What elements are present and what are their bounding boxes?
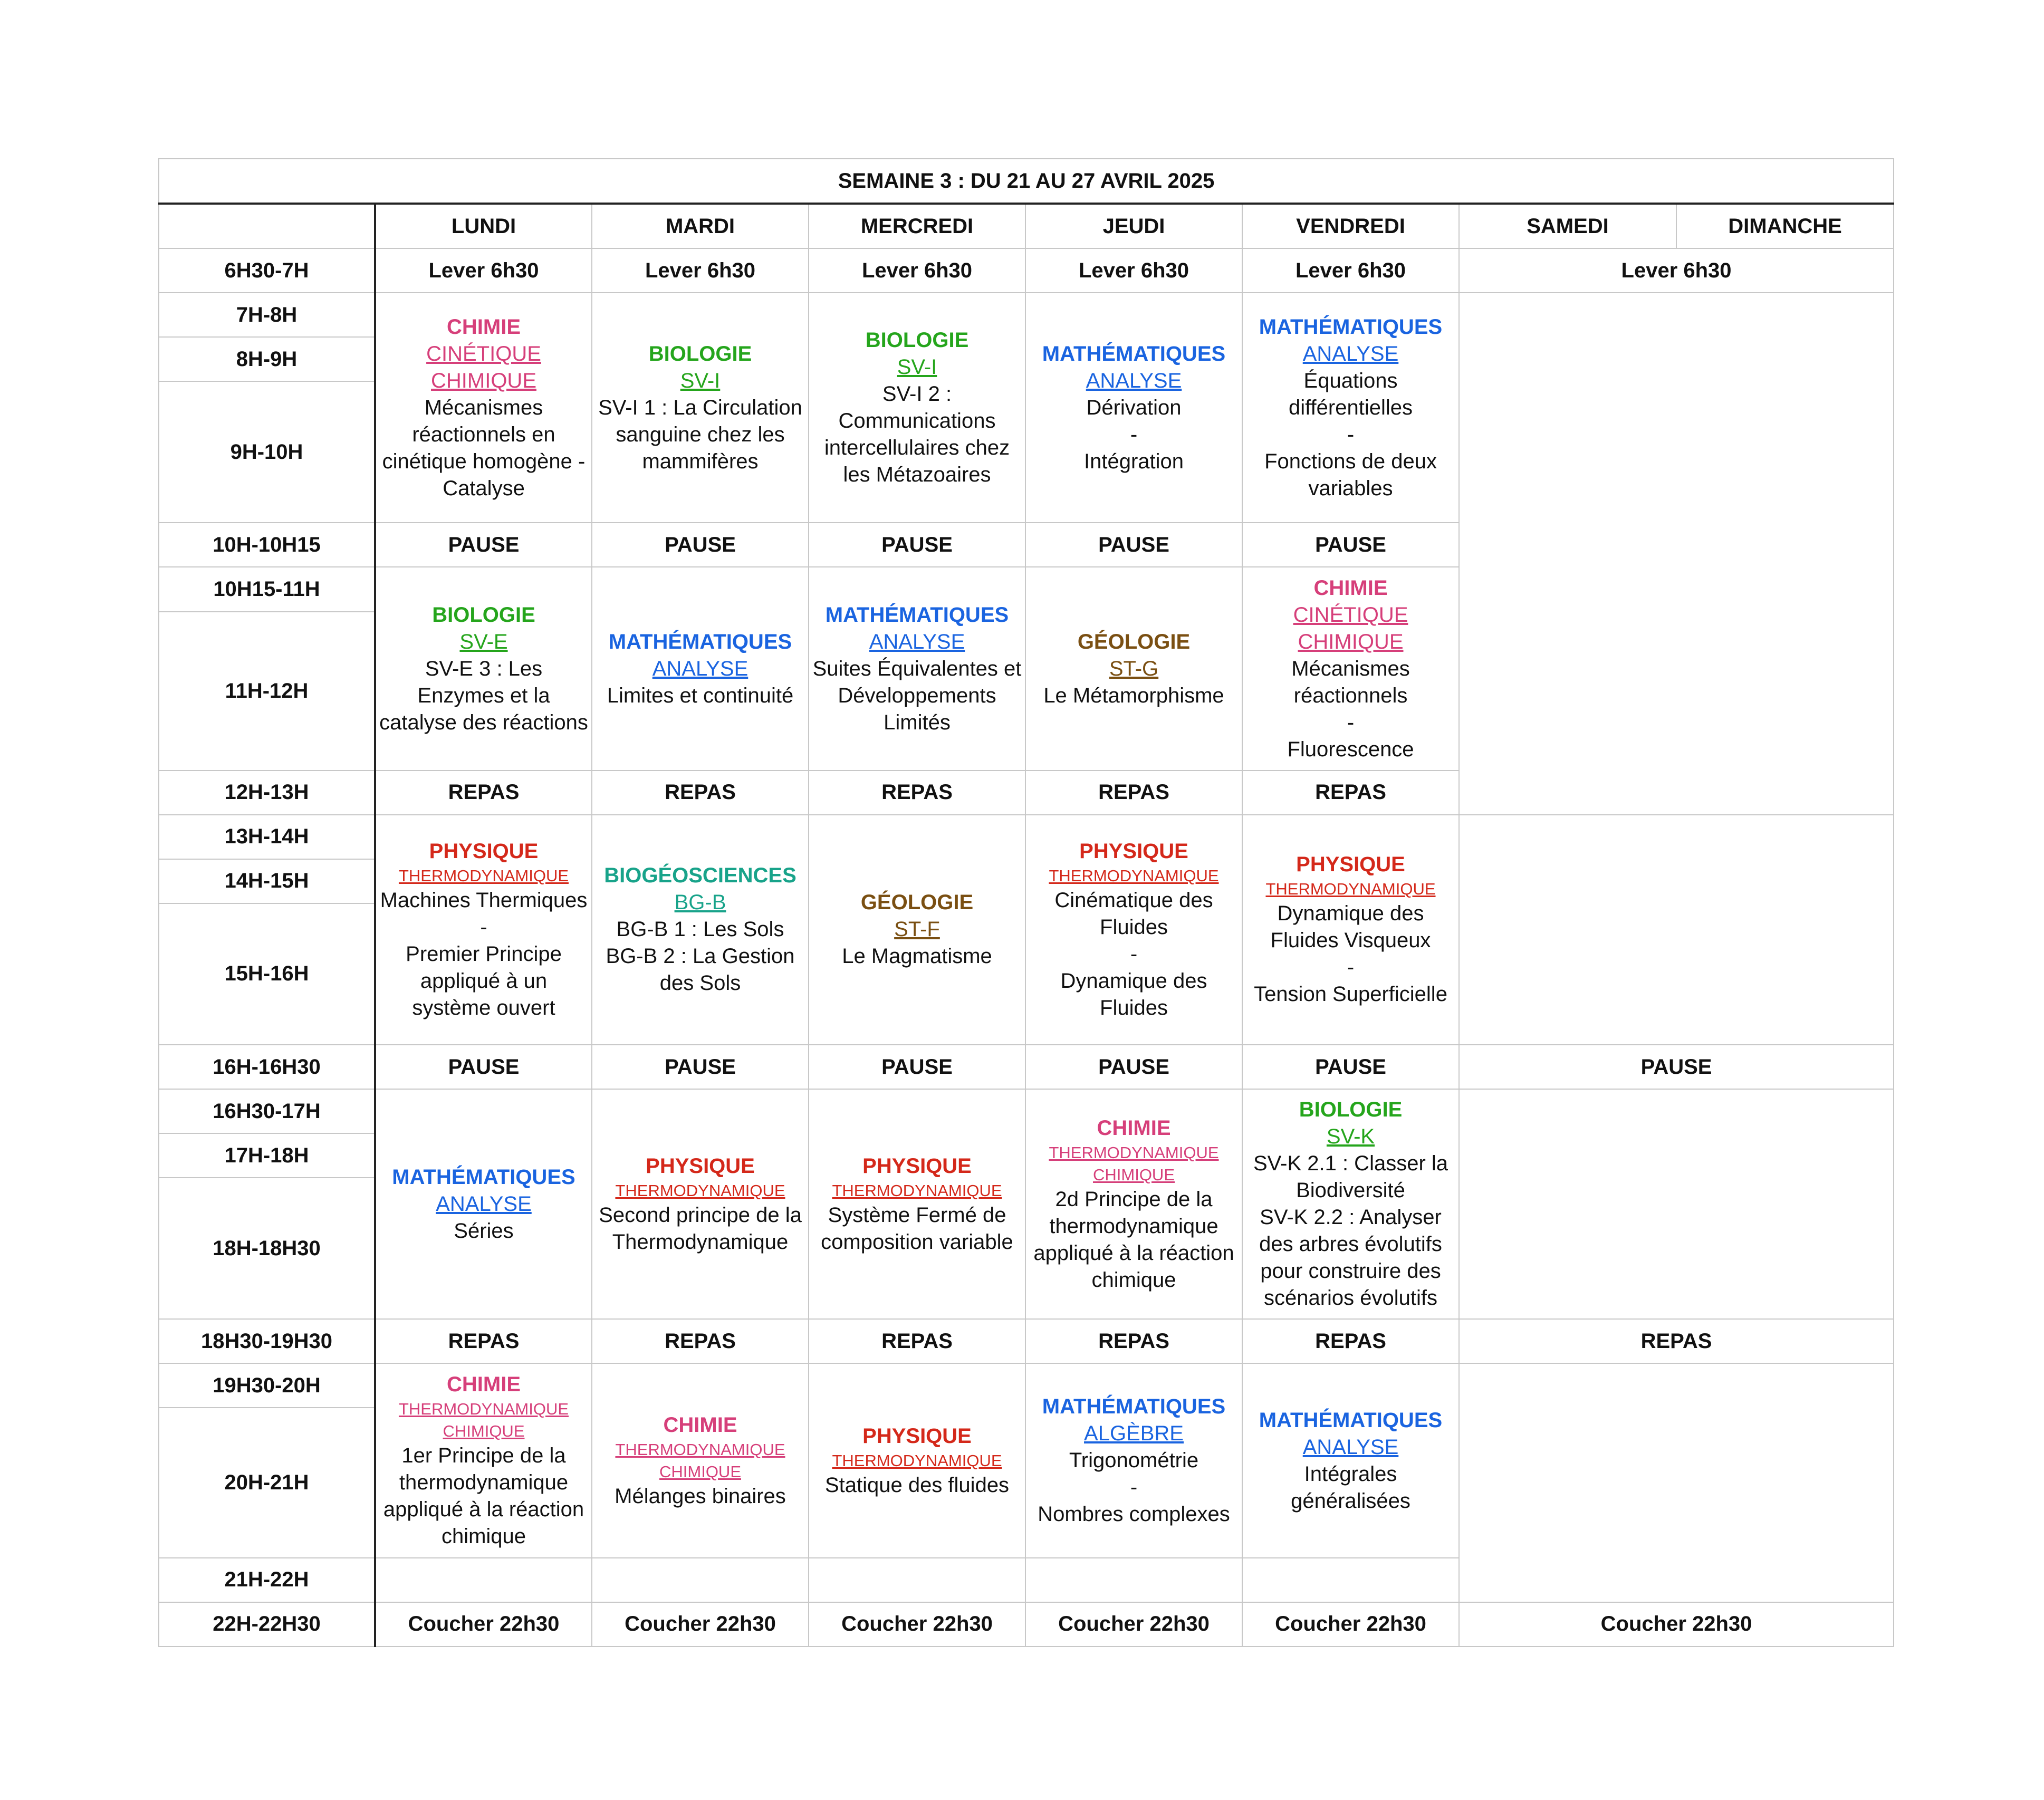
session-cell [592, 1363, 809, 1557]
session-description: - [1347, 956, 1355, 979]
event-cell: PAUSE [1025, 1045, 1242, 1089]
session-description: Intégrales généralisées [1291, 1462, 1410, 1513]
weekend-empty-cell [1459, 293, 1894, 815]
session-subject: PHYSIQUE [862, 1154, 972, 1178]
session-module: ANALYSE [652, 657, 748, 680]
session-subject: MATHÉMATIQUES [1259, 1408, 1443, 1432]
session-cell [592, 815, 809, 1045]
session-description: Fonctions de deux variables [1264, 449, 1437, 500]
schedule-row [159, 1319, 1894, 1363]
time-slot: 19H30-20H [159, 1363, 375, 1408]
session-module: ST-G [1109, 657, 1159, 680]
session-module: THERMODYNAMIQUE [615, 1181, 785, 1200]
event-cell: REPAS [1242, 1319, 1459, 1363]
empty-cell [592, 1558, 809, 1602]
session-description: Limites et continuité [607, 684, 794, 707]
session-description: - [1347, 422, 1355, 446]
event-cell: REPAS [375, 771, 592, 815]
session-cell [1025, 567, 1242, 770]
event-cell: PAUSE [375, 523, 592, 567]
session-description: BG-B 2 : La Gestion des Sols [606, 945, 795, 995]
session-subject: PHYSIQUE [1079, 839, 1188, 863]
session-description: BG-B 1 : Les Sols [616, 918, 784, 941]
session-description: Mécanismes réactionnels [1291, 657, 1410, 707]
session-description: Statique des fluides [824, 1473, 1010, 1497]
weekend-empty-cell [1459, 815, 1894, 1045]
event-cell: PAUSE [1242, 1045, 1459, 1089]
session-cell [1025, 815, 1242, 1045]
time-slot: 14H-15H [159, 859, 375, 903]
session-description: - [1347, 710, 1355, 734]
session-module: THERMODYNAMIQUE [832, 1451, 1002, 1470]
event-cell: PAUSE [592, 523, 809, 567]
session-subject: BIOGÉOSCIENCES [604, 864, 797, 888]
session-cell [1242, 293, 1459, 523]
session-subject: CHIMIE [447, 1373, 521, 1397]
weekend-empty-cell [1459, 1089, 1894, 1319]
empty-cell [809, 1558, 1025, 1602]
event-cell: PAUSE [375, 1045, 592, 1089]
session-description: Le Magmatisme [842, 945, 992, 968]
time-slot: 9H-10H [159, 381, 375, 523]
session-subject: MATHÉMATIQUES [1042, 342, 1226, 365]
schedule-row [159, 1602, 1894, 1647]
session-cell [809, 567, 1025, 770]
session-subject: BIOLOGIE [1299, 1098, 1403, 1122]
time-slot: 17H-18H [159, 1133, 375, 1178]
corner-cell [159, 204, 375, 248]
schedule-row [159, 1045, 1894, 1089]
day-header-lundi: LUNDI [375, 204, 592, 248]
day-header-dimanche: DIMANCHE [1676, 204, 1894, 248]
session-description: Équations différentielles [1289, 369, 1413, 419]
session-description: Machines Thermiques [380, 888, 588, 912]
session-subject: BIOLOGIE [648, 342, 752, 365]
session-description: Premier Principe appliqué à un système ouvert [406, 942, 562, 1019]
session-cell [1025, 1089, 1242, 1319]
session-description: SV-K 2.1 : Classer la Biodiversité [1253, 1152, 1448, 1202]
session-cell [375, 815, 592, 1045]
day-header-samedi: SAMEDI [1459, 204, 1676, 248]
event-cell: REPAS [592, 771, 809, 815]
weekend-event-cell: Coucher 22h30 [1459, 1602, 1894, 1647]
event-cell: Coucher 22h30 [1025, 1602, 1242, 1647]
session-description: SV-K 2.2 : Analyser des arbres évolutifs pour construire des scénarios évolutifs [1259, 1206, 1442, 1310]
time-slot: 13H-14H [159, 815, 375, 859]
event-cell: Coucher 22h30 [1242, 1602, 1459, 1647]
session-description: - [480, 915, 487, 939]
session-cell [375, 1089, 592, 1319]
time-slot: 6H30-7H [159, 248, 375, 293]
event-cell: REPAS [1025, 1319, 1242, 1363]
session-description: 2d Principe de la thermodynamique appliqué à la réaction chimique [1033, 1187, 1234, 1292]
session-module: THERMODYNAMIQUE [832, 1181, 1002, 1200]
session-module: THERMODYNAMIQUE [398, 866, 569, 885]
empty-cell [1242, 1558, 1459, 1602]
event-cell: Lever 6h30 [1025, 248, 1242, 293]
event-cell: Lever 6h30 [1242, 248, 1459, 293]
weekend-event-cell: REPAS [1459, 1319, 1894, 1363]
event-cell: PAUSE [1025, 523, 1242, 567]
session-module: ANALYSE [1086, 369, 1182, 392]
time-slot: 18H-18H30 [159, 1178, 375, 1319]
event-cell: Lever 6h30 [375, 248, 592, 293]
session-module: ST-F [894, 918, 940, 941]
session-module: SV-E [459, 630, 508, 653]
session-module: THERMODYNAMIQUE CHIMIQUE [1049, 1143, 1219, 1184]
session-description: Suites Équivalentes et Développements Limités [812, 657, 1022, 734]
session-cell [592, 567, 809, 770]
event-cell: PAUSE [809, 523, 1025, 567]
time-slot: 18H30-19H30 [159, 1319, 375, 1363]
session-cell [809, 1089, 1025, 1319]
time-slot: 20H-21H [159, 1408, 375, 1557]
session-description: Dérivation [1086, 396, 1182, 419]
empty-cell [375, 1558, 592, 1602]
session-module: ANALYSE [1302, 342, 1399, 365]
session-subject: MATHÉMATIQUES [825, 603, 1009, 627]
schedule-row [159, 248, 1894, 293]
event-cell: Lever 6h30 [809, 248, 1025, 293]
session-subject: GÉOLOGIE [1077, 630, 1191, 653]
time-slot: 16H-16H30 [159, 1045, 375, 1089]
session-module: CINÉTIQUE CHIMIQUE [426, 342, 541, 392]
session-subject: MATHÉMATIQUES [392, 1165, 575, 1189]
session-subject: PHYSIQUE [429, 839, 539, 863]
session-subject: BIOLOGIE [432, 603, 535, 627]
session-description: Nombres complexes [1038, 1503, 1230, 1526]
session-cell [592, 293, 809, 523]
event-cell: REPAS [375, 1319, 592, 1363]
time-slot: 21H-22H [159, 1558, 375, 1602]
empty-cell [1025, 1558, 1242, 1602]
session-subject: MATHÉMATIQUES [608, 630, 792, 653]
session-cell [375, 293, 592, 523]
time-slot: 8H-9H [159, 337, 375, 381]
session-subject: CHIMIE [447, 315, 521, 339]
time-slot: 22H-22H30 [159, 1602, 375, 1647]
day-header-vendredi: VENDREDI [1242, 204, 1459, 248]
session-description: Intégration [1083, 449, 1184, 473]
day-header-mercredi: MERCREDI [809, 204, 1025, 248]
schedule-row [159, 1363, 1894, 1408]
session-subject: GÉOLOGIE [860, 891, 974, 915]
session-description: Système Fermé de composition variable [821, 1203, 1013, 1254]
session-cell [375, 1363, 592, 1557]
time-slot: 16H30-17H [159, 1089, 375, 1133]
session-description: Tension Superficielle [1254, 983, 1447, 1006]
session-description: - [1130, 422, 1138, 446]
schedule-row [159, 1089, 1894, 1133]
session-module: SV-I [680, 369, 721, 392]
weekend-event-cell: Lever 6h30 [1459, 248, 1894, 293]
event-cell: REPAS [809, 1319, 1025, 1363]
event-cell: REPAS [1242, 771, 1459, 815]
weekend-event-cell: PAUSE [1459, 1045, 1894, 1089]
session-description: - [1130, 1476, 1138, 1499]
session-subject: PHYSIQUE [862, 1424, 972, 1448]
session-description: Séries [454, 1219, 514, 1243]
event-cell: REPAS [592, 1319, 809, 1363]
session-description: Dynamique des Fluides Visqueux [1270, 902, 1431, 952]
session-description: Dynamique des Fluides [1060, 969, 1207, 1019]
event-cell: REPAS [809, 771, 1025, 815]
session-subject: BIOLOGIE [865, 329, 969, 352]
session-module: ALGÈBRE [1084, 1422, 1184, 1446]
session-module: SV-I [897, 355, 937, 379]
event-cell: PAUSE [592, 1045, 809, 1089]
session-module: THERMODYNAMIQUE CHIMIQUE [615, 1440, 785, 1481]
session-cell [809, 1363, 1025, 1557]
session-subject: PHYSIQUE [1296, 853, 1405, 877]
time-slot: 10H15-11H [159, 567, 375, 611]
session-module: CINÉTIQUE CHIMIQUE [1293, 603, 1408, 653]
session-subject: CHIMIE [1097, 1116, 1171, 1140]
session-cell [1242, 1089, 1459, 1319]
days-header-row [159, 204, 1894, 248]
session-description: SV-E 3 : Les Enzymes et la catalyse des réactions [379, 657, 588, 734]
session-subject: MATHÉMATIQUES [1259, 315, 1443, 339]
schedule-title: SEMAINE 3 : DU 21 AU 27 AVRIL 2025 [159, 159, 1894, 204]
time-slot: 15H-16H [159, 903, 375, 1045]
session-cell [1242, 1363, 1459, 1557]
day-header-mardi: MARDI [592, 204, 809, 248]
session-module: ANALYSE [1302, 1435, 1399, 1459]
session-module: BG-B [674, 891, 726, 915]
session-cell [809, 293, 1025, 523]
session-description: Mélanges binaires [615, 1484, 786, 1508]
session-cell [1025, 1363, 1242, 1557]
event-cell: Coucher 22h30 [809, 1602, 1025, 1647]
session-description: Mécanismes réactionnels en cinétique homogène - Catalyse [382, 396, 586, 500]
session-description: Second principe de la Thermodynamique [599, 1203, 802, 1254]
session-cell [375, 567, 592, 770]
day-header-jeudi: JEUDI [1025, 204, 1242, 248]
session-module: SV-K [1326, 1125, 1375, 1149]
session-subject: CHIMIE [663, 1413, 737, 1437]
event-cell: PAUSE [1242, 523, 1459, 567]
session-cell [809, 815, 1025, 1045]
event-cell: Coucher 22h30 [592, 1602, 809, 1647]
session-cell [592, 1089, 809, 1319]
event-cell: Lever 6h30 [592, 248, 809, 293]
session-description: 1er Principe de la thermodynamique appliqué à la réaction chimique [383, 1444, 584, 1548]
event-cell: PAUSE [809, 1045, 1025, 1089]
session-description: - [1130, 942, 1138, 966]
time-slot: 11H-12H [159, 612, 375, 771]
session-cell [1025, 293, 1242, 523]
session-module: ANALYSE [436, 1192, 532, 1216]
session-description: Cinématique des Fluides [1054, 888, 1213, 939]
session-module: THERMODYNAMIQUE CHIMIQUE [398, 1400, 569, 1441]
session-module: THERMODYNAMIQUE [1265, 880, 1436, 899]
session-description: SV-I 2 : Communications intercellulaires chez les Métazoaires [824, 382, 1010, 487]
session-subject: MATHÉMATIQUES [1042, 1395, 1226, 1419]
schedule-sheet [158, 158, 1893, 1647]
time-slot: 10H-10H15 [159, 523, 375, 567]
session-subject: CHIMIE [1313, 576, 1388, 600]
session-module: ANALYSE [869, 630, 965, 653]
session-description: Trigonométrie [1069, 1449, 1199, 1472]
time-slot: 12H-13H [159, 771, 375, 815]
session-cell [1242, 815, 1459, 1045]
weekly-schedule-table [158, 158, 1894, 1647]
schedule-row [159, 815, 1894, 859]
session-description: Fluorescence [1287, 737, 1414, 761]
session-description: Le Métamorphisme [1043, 684, 1224, 707]
event-cell: Coucher 22h30 [375, 1602, 592, 1647]
weekend-empty-cell [1459, 1363, 1894, 1602]
event-cell: REPAS [1025, 771, 1242, 815]
schedule-row [159, 293, 1894, 337]
session-module: THERMODYNAMIQUE [1049, 866, 1219, 885]
session-description: SV-I 1 : La Circulation sanguine chez les mammifères [598, 396, 802, 473]
time-slot: 7H-8H [159, 293, 375, 337]
session-cell [1242, 567, 1459, 770]
session-subject: PHYSIQUE [646, 1154, 755, 1178]
